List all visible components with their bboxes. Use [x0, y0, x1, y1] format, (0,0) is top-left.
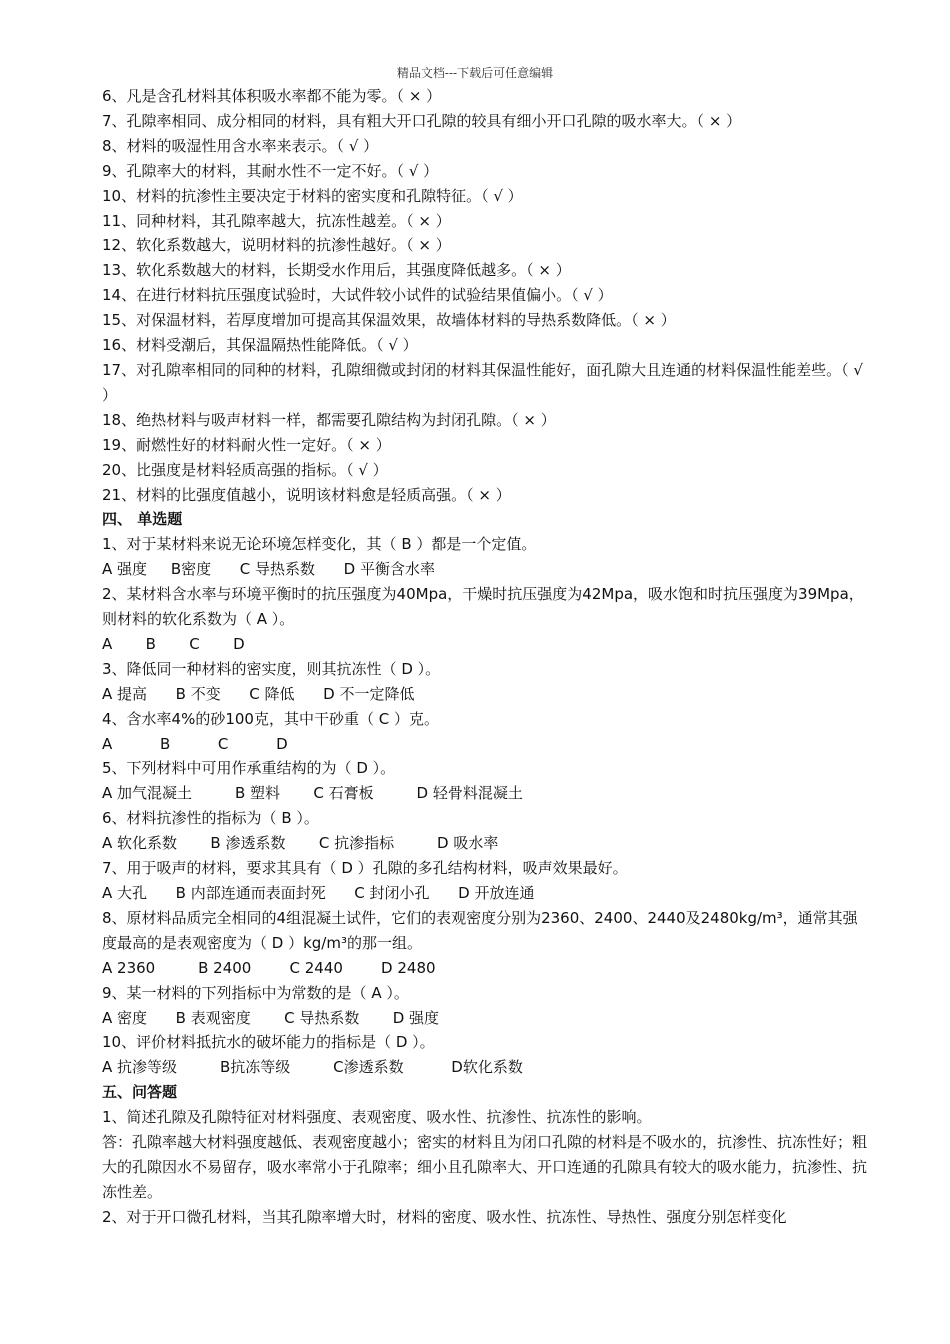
judgement-item: 10、材料的抗渗性主要决定于材料的密实度和孔隙特征。（ √ ） [102, 186, 523, 205]
judgement-item: 15、对保温材料，若厚度增加可提高其保温效果，故墙体材料的导热系数降低。（ × ） [102, 311, 676, 330]
document-body [102, 84, 868, 1230]
mcq-list [102, 532, 868, 1080]
mcq-options: A 强度 B密度 C 导热系数 D 平衡含水率 [102, 560, 435, 579]
qa-question: 1、简述孔隙及孔隙特征对材料强度、表观密度、吸水性、抗渗性、抗冻性的影响。 [102, 1108, 652, 1127]
judgement-item: 14、在进行材料抗压强度试验时，大试件较小试件的试验结果值偏小。（ √ ） [102, 286, 613, 305]
mcq-options: A 密度 B 表观密度 C 导热系数 D 强度 [102, 1008, 440, 1027]
mcq-options: A 大孔 B 内部连通而表面封死 C 封闭小孔 D 开放连通 [102, 884, 535, 902]
mcq-question: 10、评价材料抵抗水的破坏能力的指标是（ D ）。 [102, 1033, 435, 1052]
judgement-list [102, 84, 868, 507]
mcq-options: A B C D [102, 634, 245, 653]
judgement-item: 19、耐燃性好的材料耐火性一定好。（ × ） [102, 435, 391, 454]
judgement-item: 11、同种材料，其孔隙率越大，抗冻性越差。（ × ） [102, 211, 451, 230]
judgement-item: 21、材料的比强度值越小，说明该材料愈是轻质高强。（ × ） [102, 485, 511, 504]
judgement-item: 18、绝热材料与吸声材料一样，都需要孔隙结构为封闭孔隙。（ × ） [102, 410, 556, 429]
section-title-single-choice: 四、 单选题 [102, 510, 183, 529]
mcq-question: 3、降低同一种材料的密实度，则其抗冻性（ D ）。 [102, 659, 441, 678]
judgement-item: 13、软化系数越大的材料，长期受水作用后，其强度降低越多。（ × ） [102, 261, 571, 280]
qa-question: 2、对于开口微孔材料，当其孔隙率增大时，材料的密度、吸水性、抗冻性、导热性、强度分别怎样变化 [102, 1207, 787, 1226]
mcq-options: A 2360 B 2400 C 2440 D 2480 [102, 958, 436, 977]
mcq-question: 7、用于吸声的材料，要求其具有（ D ）孔隙的多孔结构材料，吸声效果最好。 [102, 859, 628, 878]
judgement-item: 12、软化系数越大，说明材料的抗渗性越好。（ × ） [102, 236, 451, 255]
mcq-question: 1、对于某材料来说无论环境怎样变化，其（ B ）都是一个定值。 [102, 535, 537, 554]
page-header: 精品文档---下载后可任意编辑 [396, 66, 554, 80]
mcq-question: 6、材料抗渗性的指标为（ B ）。 [102, 809, 319, 828]
judgement-item: 20、比强度是材料轻质高强的指标。（ √ ） [102, 460, 388, 479]
qa-answer: 答：孔隙率越大材料强度越低、表观密度越小；密实的材料且为闭口孔隙的材料是不吸水的，抗渗性、抗冻性好；粗大的孔隙因水不易留存，吸水率常小于孔隙率；细小且孔隙率大、开口连通的孔隙具有较大的吸水能力，抗渗性、抗冻性差。 [102, 1133, 868, 1201]
judgement-item: 8、材料的吸湿性用含水率来表示。（ √ ） [102, 136, 379, 155]
judgement-item: 7、孔隙率相同、成分相同的材料，具有粗大开口孔隙的较具有细小开口孔隙的吸水率大。（ × ） [102, 111, 742, 130]
mcq-question: 8、原材料品质完全相同的4组混凝土试件，它们的表观密度分别为2360、2400、2440及2480kg/m³，通常其强度最高的是表观密度为（ D ）kg/m³的那一组。 [102, 908, 858, 952]
judgement-item: 9、孔隙率大的材料，其耐水性不一定不好。（ √ ） [102, 161, 439, 180]
mcq-options: A 加气混凝土 B 塑料 C 石膏板 D 轻骨料混凝土 [102, 784, 523, 803]
mcq-options: A 抗渗等级 B抗冻等级 C渗透系数 D软化系数 [102, 1058, 523, 1077]
mcq-options: A B C D [102, 734, 288, 753]
judgement-item: 16、材料受潮后，其保温隔热性能降低。（ √ ） [102, 336, 418, 355]
mcq-question: 4、含水率4%的砂100克，其中干砂重（ C ）克。 [102, 709, 439, 728]
mcq-question: 2、某材料含水率与环境平衡时的抗压强度为40Mpa，干燥时抗压强度为42Mpa，吸水饱和时抗压强度为39Mpa，则材料的软化系数为（ A ）。 [102, 585, 864, 629]
qa-list [102, 1105, 868, 1230]
mcq-options: A 软化系数 B 渗透系数 C 抗渗指标 D 吸水率 [102, 834, 499, 853]
judgement-item: 6、凡是含孔材料其体积吸水率都不能为零。（ × ） [102, 87, 442, 105]
section-title-qa: 五、问答题 [102, 1083, 178, 1102]
mcq-question: 9、某一材料的下列指标中为常数的是（ A ）。 [102, 983, 409, 1002]
judgement-item: 17、对孔隙率相同的同种的材料，孔隙细微或封闭的材料其保温性能好，面孔隙大且连通的材料保温性能差些。（ √ ） [102, 360, 868, 404]
mcq-options: A 提高 B 不变 C 降低 D 不一定降低 [102, 684, 415, 703]
mcq-question: 5、下列材料中可用作承重结构的为（ D ）。 [102, 759, 396, 778]
